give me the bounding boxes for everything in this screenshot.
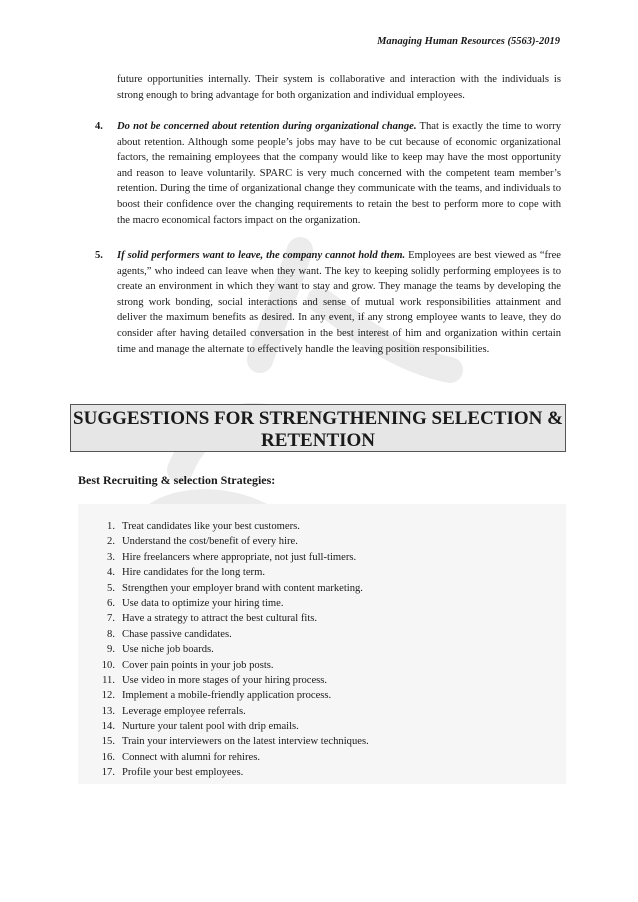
- list-item: [80, 611, 369, 626]
- list-item: [80, 673, 369, 688]
- list-item: [80, 688, 369, 703]
- list-item: [80, 658, 369, 673]
- list-item: [80, 750, 369, 765]
- running-header: Managing Human Resources (5563)-2019: [377, 36, 560, 47]
- list-item-text: Profile your best employees.: [122, 767, 244, 779]
- list-item-number: 9.: [107, 644, 115, 656]
- point-5-body: [117, 248, 561, 357]
- point-4: [95, 119, 561, 228]
- list-item-number: 17.: [101, 767, 115, 779]
- point-5: [95, 248, 561, 357]
- list-item-number: 3.: [107, 551, 115, 563]
- list-item-text: Hire freelancers where appropriate, not just full-timers.: [122, 551, 357, 563]
- section-heading-line1: SUGGESTIONS FOR STRENGTHENING SELECTION &: [73, 408, 563, 429]
- list-item-text: Hire candidates for the long term.: [122, 567, 265, 579]
- point-5-text: Employees are best viewed as “free agents,” who indeed can leave when they want. The key to keeping solidly performing employees is to create an environment in which they want to stay and grow. They manage the teams by developing the strong work bonding, social interactions and sense of mutual work responsibilities attainment and deliver the maximum benefits as desired. In any event, if any strong employee wants to leave, they do consider after having detailed conversation in the best interest of him and organization within certain time and manage the alternate to effectively handle the leaving position responsibilities.: [117, 250, 561, 355]
- list-item: [80, 519, 369, 534]
- list-item-text: Chase passive candidates.: [122, 628, 232, 640]
- point-4-body: [117, 119, 561, 228]
- list-item: [80, 565, 369, 580]
- list-item-text: Treat candidates like your best customers.: [122, 521, 300, 532]
- strategies-subheading: Best Recruiting & selection Strategies:: [78, 473, 276, 487]
- list-item-number: 1.: [107, 521, 115, 532]
- list-item: [80, 627, 369, 642]
- section-heading: [70, 404, 566, 452]
- list-item-text: Use data to optimize your hiring time.: [122, 597, 284, 609]
- point-5-number: 5.: [95, 250, 103, 261]
- point-4-text: That is exactly the time to worry about retention. Although some people’s jobs may have to be cut because of economic organizational factors, the remaining employees that the company would like to keep may have the most opportunity and reason to leave voluntarily. SPARC is very much concerned with the competent team member’s retention. During the time of organizational change they communicate with the teams, and individuals to boost their confidence over the changing requirements to retain the best to perform more to cope with the macro economical factors impact on the organization.: [117, 121, 561, 226]
- list-item-text: Implement a mobile-friendly application process.: [122, 690, 332, 702]
- section-heading-line2: RETENTION: [260, 430, 376, 451]
- list-item-text: Strengthen your employer brand with content marketing.: [122, 582, 363, 594]
- list-item: [80, 550, 369, 565]
- intro-paragraph: future opportunities internally. Their system is collaborative and interaction with the individuals is strong enough to bring advantage for both organization and individual employees.: [117, 74, 561, 101]
- list-item-number: 12.: [101, 690, 115, 702]
- list-item-text: Cover pain points in your job posts.: [122, 659, 274, 671]
- list-item-number: 15.: [101, 736, 115, 748]
- list-item-number: 2.: [107, 536, 115, 548]
- list-item-number: 10.: [101, 659, 115, 671]
- list-item: [80, 704, 369, 719]
- list-item: [80, 596, 369, 611]
- list-item-number: 11.: [102, 674, 115, 686]
- list-item: [80, 734, 369, 749]
- list-item-text: Use niche job boards.: [122, 644, 214, 656]
- list-item: [80, 642, 369, 657]
- list-item-text: Connect with alumni for rehires.: [122, 751, 260, 763]
- list-item-number: 14.: [101, 721, 115, 733]
- list-item-number: 4.: [107, 567, 115, 579]
- list-item-number: 7.: [107, 613, 115, 625]
- point-4-lead: Do not be concerned about retention during organizational change.: [117, 121, 417, 132]
- list-item: [80, 719, 369, 734]
- list-item-text: Use video in more stages of your hiring process.: [122, 674, 328, 686]
- list-item: [80, 765, 369, 780]
- point-5-lead: If solid performers want to leave, the company cannot hold them.: [117, 250, 406, 261]
- list-item-number: 8.: [107, 628, 115, 640]
- list-item-number: 16.: [101, 751, 115, 763]
- list-item-text: Train your interviewers on the latest interview techniques.: [122, 736, 369, 748]
- list-item: [80, 581, 369, 596]
- point-4-number: 4.: [95, 121, 103, 132]
- list-item-number: 6.: [107, 597, 115, 609]
- strategies-list: [80, 519, 369, 781]
- list-item-text: Have a strategy to attract the best cultural fits.: [122, 613, 318, 625]
- list-item-number: 13.: [101, 705, 115, 717]
- list-item-text: Understand the cost/benefit of every hire.: [122, 536, 298, 548]
- list-item-text: Leverage employee referrals.: [122, 705, 246, 717]
- list-item-number: 5.: [107, 582, 115, 594]
- list-item-text: Nurture your talent pool with drip emails.: [122, 721, 299, 733]
- list-item: [80, 534, 369, 549]
